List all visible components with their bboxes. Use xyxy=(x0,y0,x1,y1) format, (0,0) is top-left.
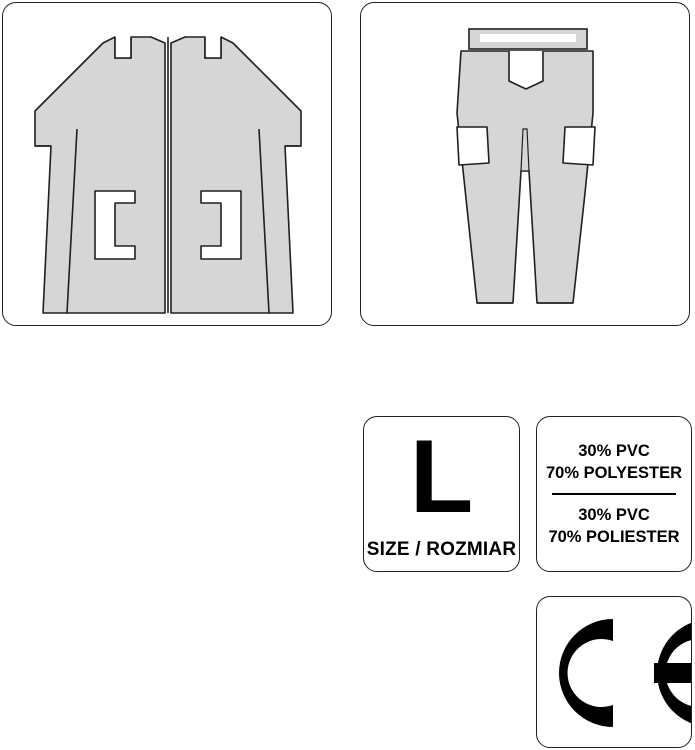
material-divider xyxy=(552,493,676,495)
size-panel xyxy=(363,416,520,572)
ce-mark-panel xyxy=(536,596,692,748)
material-en-line-1: 30% PVC xyxy=(578,442,650,460)
material-pl-line-2: 70% POLIESTER xyxy=(548,528,680,546)
trousers-icon xyxy=(361,3,691,327)
material-polish-block xyxy=(537,504,691,548)
material-en-line-2: 70% POLYESTER xyxy=(545,464,683,482)
material-pl-line-1: 30% PVC xyxy=(578,506,650,524)
size-caption: SIZE / ROZMIAR xyxy=(366,539,517,560)
trousers-pictogram-panel xyxy=(360,2,690,326)
ce-mark-icon xyxy=(551,613,692,733)
material-composition-panel xyxy=(536,416,692,572)
jacket-pictogram-panel xyxy=(2,2,332,326)
material-english-block xyxy=(537,440,691,484)
size-letter: L xyxy=(409,419,474,535)
jacket-icon xyxy=(3,3,333,327)
